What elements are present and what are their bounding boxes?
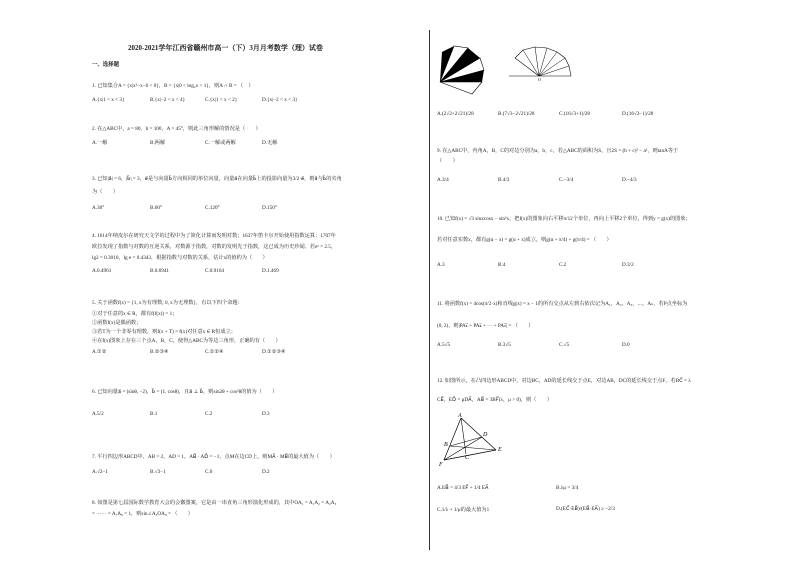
q6-option-c: C.2 <box>205 411 213 417</box>
question-4-line3: lg2 = 0.3010，lg e = 0.4343，根据指数与对数的关系，估计x的值约为（ ） <box>92 255 268 261</box>
question-5-line5: ④在f(x)图象上存在三个点A，B，C，使得△ABC为等边三角形，正确的有（ ） <box>92 338 281 344</box>
question-2: 2. 在△ABC中，a = 80，b = 100，A = 45°，则此三角形解的情况是（ ） <box>92 126 261 132</box>
q4-option-c: C.0.9164 <box>205 268 225 274</box>
figure-label-c: C <box>465 455 470 461</box>
q6-option-b: B.1 <box>150 411 158 417</box>
question-3-line2: 为（ ） <box>92 189 118 195</box>
q2-option-c: C.一解或两解 <box>205 140 236 146</box>
question-4: 4. 1614年纳皮尔在研究天文学的过程中为了简化计算而发明对数；1637年笛卡尔开始使用指数运算；1707年 <box>92 233 336 239</box>
q10-option-b: B.4 <box>498 262 506 268</box>
question-6: 6. 已知向量a⃗ = (sinθ, −2)，b⃗ = (1, cosθ)，且a⃗ ⊥ b⃗，则sin2θ + cos²θ的值为（ ） <box>92 389 278 395</box>
question-7: 7. 平行四边形ABCD中，AB = 2，AD = 1，AB⃗ · AD⃗ = −1，点M在边CD上，则MA⃗ · MB⃗的最大值为（ ） <box>92 454 335 460</box>
q12-option-a: A.EB⃗ = 4/3 EF⃗ + 1/4 EA⃗ <box>437 485 489 491</box>
question-5-line3: ②函数f(x)是偶函数； <box>92 320 142 326</box>
q4-option-b: B.0.6941 <box>150 268 170 274</box>
question-11: 11. 将函数f(x) = 4cos(π/2·x)和直线g(x) = x − 1的所有交点从左到右依次记为A₁，A₂，A₃，⋯，Aₙ，若P点坐标为 <box>437 301 688 307</box>
question-5: 5. 关于函数f(x) = {1, x为有理数; 0, x为无理数}，有以下四个命题： <box>92 300 243 306</box>
column-divider <box>429 30 430 550</box>
q8-option-b: B.(7√3−2√21)/28 <box>498 111 535 117</box>
q2-option-b: B.两解 <box>150 140 166 146</box>
question-3: 3. 已知|a⃗| = 6，|b⃗| = 3，e⃗是与向量b⃗方向相同的单位向量，向量a⃗在向量b⃗上的投影向量为3/2·e⃗，则a⃗与b⃗的夹角 <box>92 176 342 182</box>
q8-option-d: D.(16√3−1)/28 <box>622 111 654 117</box>
q12-option-c: C.1/λ + 1/μ的最大值为1 <box>437 507 490 513</box>
question-8: 8. 如图是第七届国际数学教育大会的会徽图案，它是由一串直角三角形演化形成的，其中OA₁ = A₁A₂ = A₂A₃ <box>92 500 337 506</box>
question-9-line2: （ ） <box>437 158 458 164</box>
exam-title: 2020-2021学年江西省赣州市高一（下）3月月考数学（理）试卷 <box>128 44 323 52</box>
question-4-line2: 欧拉发现了指数与对数的互逆关系，对数源于指数，对数的发明先于指数，这已成为历史珍闻．若eˣ = 2.5， <box>92 244 337 250</box>
q7-option-a: A.√2−1 <box>92 469 109 475</box>
figure-label-e: E <box>498 447 502 453</box>
q3-option-d: D.150° <box>262 205 277 211</box>
q9-option-b: B.4/3 <box>498 177 510 183</box>
question-5-line2: ①对于任意的x ∈ R，都有f(f(x)) = 1； <box>92 311 178 317</box>
q10-option-d: D.3/2 <box>622 262 634 268</box>
q5-option-c: C.①②④ <box>205 349 224 355</box>
q11-option-d: D.0 <box>622 342 630 348</box>
question-12-line2: CE⃗，ED⃗ = μDA⃗，AB⃗ = 3BF⃗(λ，μ > 0)，则（ ） <box>437 397 552 403</box>
q10-option-a: A.3 <box>437 262 445 268</box>
q11-option-b: B.3√5 <box>498 342 511 348</box>
section-heading: 一、选择题 <box>92 62 119 68</box>
q11-option-a: A.5√5 <box>437 342 451 348</box>
question-10: 10. 已知f(x) = √3 sinxcosx − sin²x，把f(x)的图象向右平移π/12个单位，再向上平移2个单位，得到y = g(x)的图象； <box>437 216 691 222</box>
q9-option-d: D.−4/3 <box>622 177 637 183</box>
quadrilateral-figure <box>436 410 506 468</box>
q1-option-c: C.{x|1 < x < 2} <box>205 97 238 103</box>
q8-option-c: C.(16√3+1)/28 <box>559 111 590 117</box>
q7-option-d: D.2 <box>262 469 270 475</box>
q5-option-b: B.②③④ <box>150 349 169 355</box>
q5-option-d: D.①②③④ <box>262 349 286 355</box>
q11-option-c: C.√5 <box>559 342 570 348</box>
question-8-line2: = ⋯⋯ = A₇A₈ = 1，则sin∠A₅OA₈ = （ ） <box>92 511 193 517</box>
q9-option-a: A.3/4 <box>437 177 449 183</box>
q4-option-d: D.1.469 <box>262 268 279 274</box>
q3-option-b: B.60° <box>150 205 163 211</box>
q1-option-a: A.{x|1 < x < 3} <box>92 97 125 103</box>
figure-label-a: A <box>458 413 462 419</box>
q5-option-a: A.①② <box>92 349 107 355</box>
q3-option-a: A.30° <box>92 205 105 211</box>
q6-option-a: A.5/2 <box>92 411 104 417</box>
figure-label-b: B <box>444 442 448 448</box>
q7-option-c: C.0 <box>205 469 213 475</box>
q9-option-c: C.−3/4 <box>559 177 574 183</box>
right-triangle-spiral-figure <box>505 44 575 82</box>
figure-label-f: F <box>439 462 443 468</box>
question-10-line2: 若对任意实数x，都有g(α − x) = g(α + x)成立，则g(α + π/4) + g(π/4) = （ ） <box>437 237 612 243</box>
figure-label-o: O <box>538 77 541 82</box>
q10-option-c: C.2 <box>559 262 567 268</box>
question-9: 9. 在△ABC中，内角A，B，C的对边分别为a，b，c，若△ABC的面积为S，且2S = (b + c)² − a²，则tanA等于 <box>437 148 679 154</box>
q6-option-d: D.3 <box>262 411 270 417</box>
q1-option-b: B.{x|−2 < x < 4} <box>150 97 186 103</box>
q12-option-b: B.λμ = 3/4 <box>556 485 579 491</box>
question-5-line4: ③若T为一个非零有理数，则f(x + T) = f(x)对任意x ∈ R恒成立； <box>92 329 236 335</box>
q2-option-a: A.一解 <box>92 140 108 146</box>
q7-option-b: B.√3−1 <box>150 469 166 475</box>
question-12: 12. 如图所示，在凸四边形ABCD中，对边BC，AD的延长线交于点E，对边AB，DC的延长线交于点F，若BC⃗ = λ <box>437 378 691 384</box>
q2-option-d: D.无解 <box>262 140 278 146</box>
question-1: 1. 已知集合A = {x|x²−x−6 < 0}，B = {x|0 < log₂x < 1}，则A ∩ B = （ ） <box>92 83 254 89</box>
spiral-fan-figure <box>438 42 488 96</box>
q4-option-a: A.0.4961 <box>92 268 112 274</box>
figure-label-d: D <box>483 432 488 438</box>
q1-option-d: D.{x|−2 < x < 3} <box>262 97 298 103</box>
question-11-line2: (0, 2)，则|PA₁⃗ + PA₂⃗ + ⋯ + PAₙ⃗| = （ ） <box>437 323 534 329</box>
q3-option-c: C.120° <box>205 205 220 211</box>
q12-option-d: D.(EC⃗·EB⃗)/(EB⃗·EA⃗) ≥ −2/3 <box>556 506 615 512</box>
q8-option-a: A.(2√2+2√21)/28 <box>437 111 474 117</box>
